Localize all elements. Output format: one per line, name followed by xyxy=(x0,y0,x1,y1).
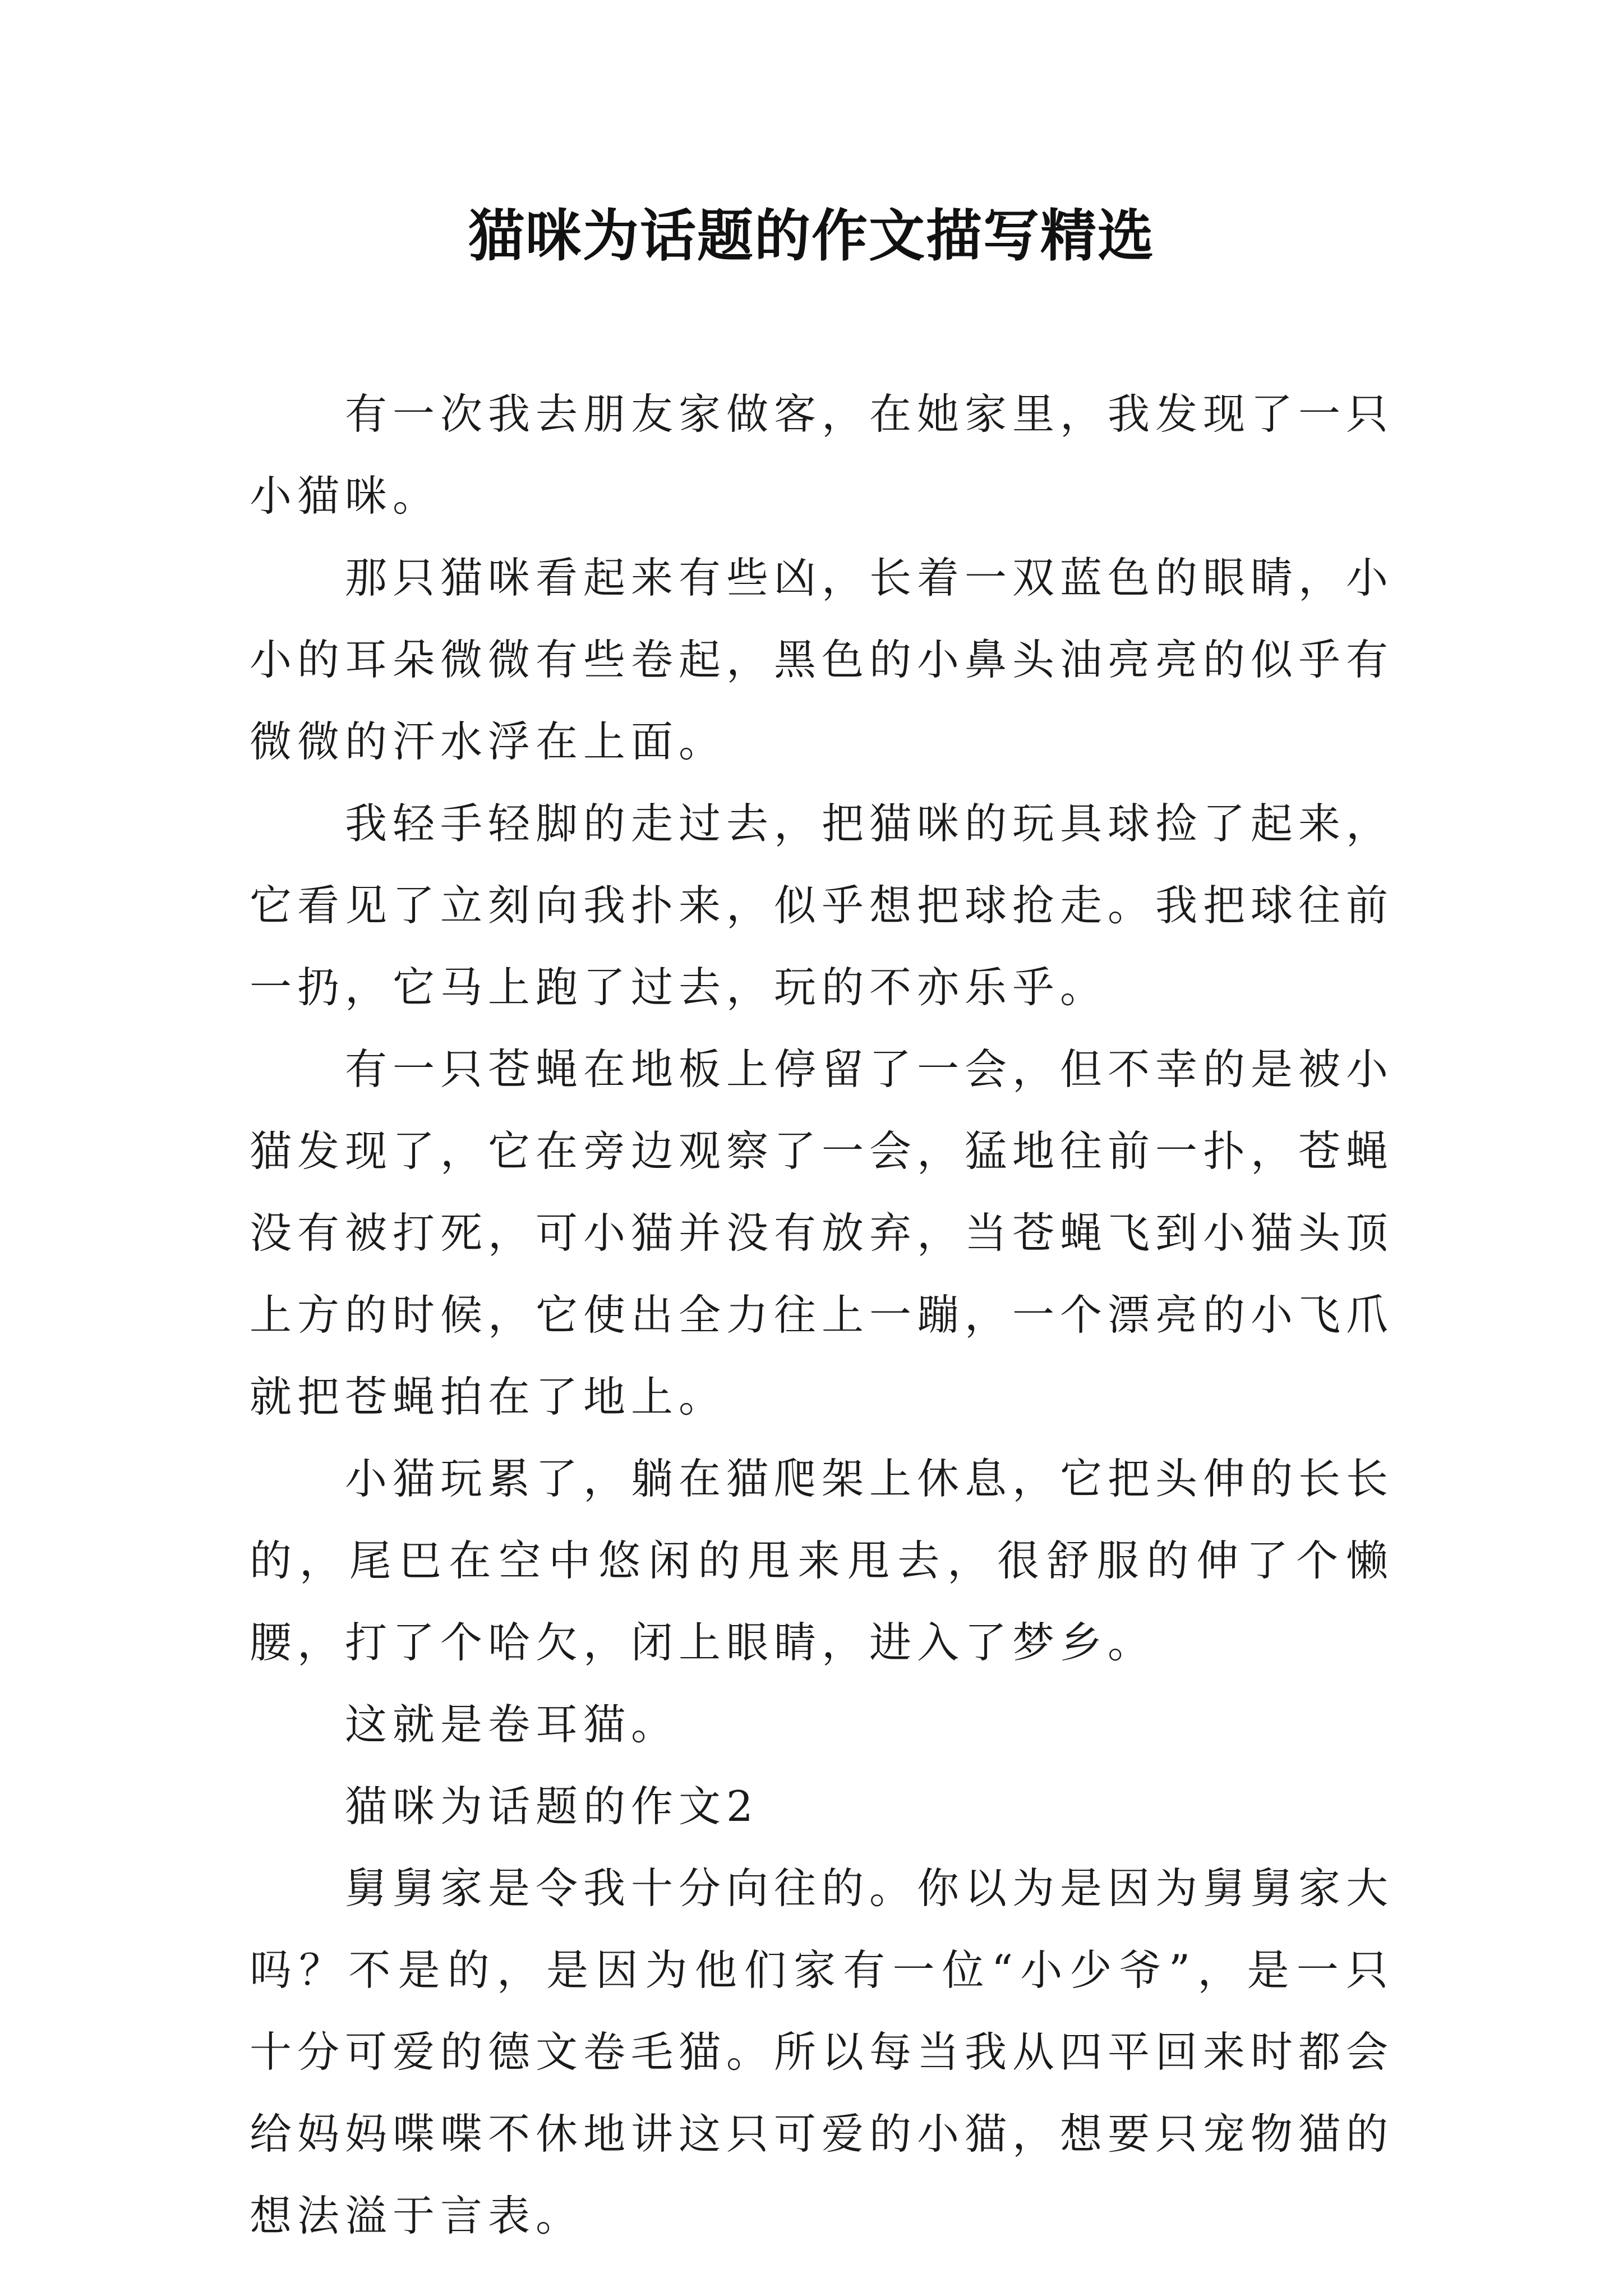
paragraph: 舅舅家是令我十分向往的。你以为是因为舅舅家大吗？不是的，是因为他们家有一位“小少爷”，是一只十分可爱的德文卷毛猫。所以每当我从四平回来时都会给妈妈喋喋不休地讲这只可爱的小猫，想要只宠物猫的想法溢于言表。 xyxy=(250,1864,1394,2240)
paragraph: 我轻手轻脚的走过去，把猫咪的玩具球捡了起来，它看见了立刻向我扑来，似乎想把球抢走。我把球往前一扔，它马上跑了过去，玩的不亦乐乎。 xyxy=(250,799,1394,1012)
paragraph: 小猫玩累了，躺在猫爬架上休息，它把头伸的长长的，尾巴在空中悠闲的甩来甩去，很舒服的伸了个懒腰，打了个哈欠，闭上眼睛，进入了梦乡。 xyxy=(250,1454,1394,1667)
paragraph: 这就是卷耳猫。 xyxy=(345,1700,679,1749)
document-body xyxy=(250,373,1394,2257)
paragraph: 那只猫咪看起来有些凶，长着一双蓝色的眼睛，小小的耳朵微微有些卷起，黑色的小鼻头油亮亮的似乎有微微的汗水浮在上面。 xyxy=(250,553,1394,766)
paragraph: 有一只苍蝇在地板上停留了一会，但不幸的是被小猫发现了，它在旁边观察了一会，猛地往前一扑，苍蝇没有被打死，可小猫并没有放弃，当苍蝇飞到小猫头顶上方的时候，它使出全力往上一蹦，一个漂亮的小飞爪就把苍蝇拍在了地上。 xyxy=(250,1045,1394,1421)
section-heading: 猫咪为话题的作文2 xyxy=(345,1782,759,1831)
document-title: 猫咪为话题的作文描写精选 xyxy=(468,203,1155,269)
paragraph: 有一次我去朋友家做客，在她家里，我发现了一只小猫咪。 xyxy=(250,389,1394,521)
